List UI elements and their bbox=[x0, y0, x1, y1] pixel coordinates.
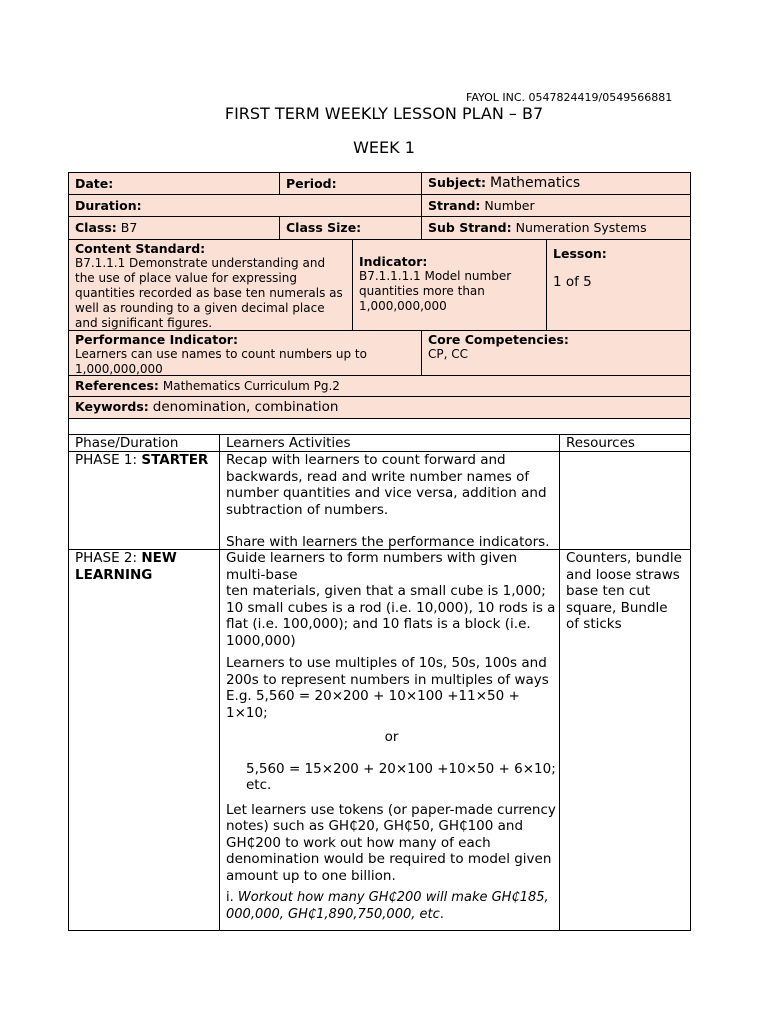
header-phase-duration: Phase/Duration bbox=[68, 434, 220, 452]
references-value: Mathematics Curriculum Pg.2 bbox=[162, 379, 340, 393]
phase2-activity-tokens: Let learners use tokens (or paper-made currency notes) such as GH₵20, GH₵50, GH₵100 and GH₵200 to work out how many of each denomination would be required to model given amount up to one billion. bbox=[226, 801, 556, 884]
class-cell bbox=[68, 216, 280, 240]
content-standard-text: B7.1.1.1 Demonstrate understanding and the use of place value for expressing quantities recorded as base ten numerals as well as rounding to a given decimal place and significant figures. bbox=[75, 256, 343, 330]
class-size-label: Class Size: bbox=[286, 220, 362, 235]
content-standard-cell bbox=[68, 239, 353, 331]
date-cell bbox=[68, 172, 280, 195]
sub-strand-cell bbox=[421, 216, 691, 240]
phase2-activities bbox=[219, 549, 560, 931]
subject-label: Subject: bbox=[428, 175, 486, 190]
header-learners-activities: Learners Activities bbox=[219, 434, 560, 452]
lesson-cell bbox=[546, 239, 691, 331]
phase1-cell bbox=[68, 451, 220, 550]
indicator-cell bbox=[352, 239, 547, 331]
subject-value: Mathematics bbox=[489, 175, 581, 191]
sub-strand-label: Sub Strand: bbox=[428, 220, 512, 235]
content-standard-label: Content Standard: bbox=[75, 241, 206, 256]
phase2-activity-workout bbox=[226, 890, 557, 923]
date-label: Date: bbox=[75, 176, 114, 191]
subject-cell bbox=[421, 172, 691, 195]
phase2-cell bbox=[68, 549, 220, 931]
strand-value: Number bbox=[484, 198, 535, 213]
performance-label: Performance Indicator: bbox=[75, 332, 238, 347]
phase2-name: NEW LEARNING bbox=[75, 550, 177, 583]
phase2-resources: Counters, bundle and loose straws base ten cut square, Bundle of sticks bbox=[559, 549, 691, 931]
class-size-cell bbox=[279, 216, 422, 240]
references-cell bbox=[68, 375, 691, 397]
core-competencies-label: Core Competencies: bbox=[428, 332, 569, 347]
phase2-activity-intro: Guide learners to form numbers with given multi-base bbox=[226, 550, 518, 583]
phase1-resources bbox=[559, 451, 691, 550]
strand-cell bbox=[421, 194, 691, 217]
keywords-label: Keywords: bbox=[75, 399, 149, 414]
phase1-name: STARTER bbox=[141, 452, 209, 468]
performance-cell bbox=[68, 330, 422, 376]
period-label: Period: bbox=[286, 176, 337, 191]
lesson-label: Lesson: bbox=[553, 246, 607, 261]
phase2-workout-text: Workout how many GH₵200 will make GH₵185, 000,000, GH₵1,890,750,000, etc bbox=[226, 890, 549, 922]
lesson-value: 1 of 5 bbox=[553, 274, 592, 290]
strand-label: Strand: bbox=[428, 198, 481, 213]
core-competencies-value: CP, CC bbox=[428, 347, 469, 361]
core-competencies-cell bbox=[421, 330, 691, 376]
class-label: Class: bbox=[75, 220, 117, 235]
phase2-activity-multiples: Learners to use multiples of 10s, 50s, 100s and 200s to represent numbers in multiples of ways E.g. 5,560 = 20×200 + 10×100 +11×50 + 1×10; bbox=[226, 655, 549, 721]
references-label: References: bbox=[75, 378, 159, 393]
indicator-label: Indicator: bbox=[359, 254, 428, 269]
company-contact: FAYOL INC. 0547824419/0549566881 bbox=[466, 91, 673, 104]
phase1-activities bbox=[219, 451, 560, 550]
phase1-activity-share: Share with learners the performance indicators. bbox=[226, 534, 550, 550]
phase1-prefix: PHASE 1: bbox=[75, 452, 142, 468]
class-value: B7 bbox=[120, 220, 138, 235]
duration-cell bbox=[68, 194, 422, 217]
performance-text: Learners can use names to count numbers up to 1,000,000,000 bbox=[75, 347, 367, 376]
phase2-prefix: PHASE 2: bbox=[75, 550, 142, 566]
phase2-activity-or: or bbox=[384, 729, 399, 745]
spacer-row bbox=[68, 418, 691, 435]
keywords-value: denomination, combination bbox=[152, 399, 339, 415]
phase2-activity-equation: 5,560 = 15×200 + 20×100 +10×50 + 6×10; etc. bbox=[246, 760, 556, 793]
header-resources: Resources bbox=[559, 434, 691, 452]
week-label: WEEK 1 bbox=[353, 138, 415, 157]
sub-strand-value: Numeration Systems bbox=[515, 220, 647, 235]
indicator-text: B7.1.1.1.1 Model number quantities more than 1,000,000,000 bbox=[359, 269, 512, 313]
period-cell bbox=[279, 172, 422, 195]
phase2-workout-suffix: . bbox=[439, 906, 444, 922]
duration-label: Duration: bbox=[75, 198, 142, 213]
document-title: FIRST TERM WEEKLY LESSON PLAN – B7 bbox=[224, 104, 544, 123]
phase2-workout-prefix: i. bbox=[226, 890, 238, 905]
keywords-cell bbox=[68, 396, 691, 419]
phase2-activity-materials: ten materials, given that a small cube is 1,000; 10 small cubes is a rod (i.e. 10,000), 10 rods is a flat (i.e. 100,000); and 10 flats is a block (i.e. 1000,000) bbox=[226, 583, 556, 649]
phase1-activity-text: Recap with learners to count forward and backwards, read and write number names of number quantities and vice versa, addition and subtraction of numbers. bbox=[226, 452, 547, 518]
